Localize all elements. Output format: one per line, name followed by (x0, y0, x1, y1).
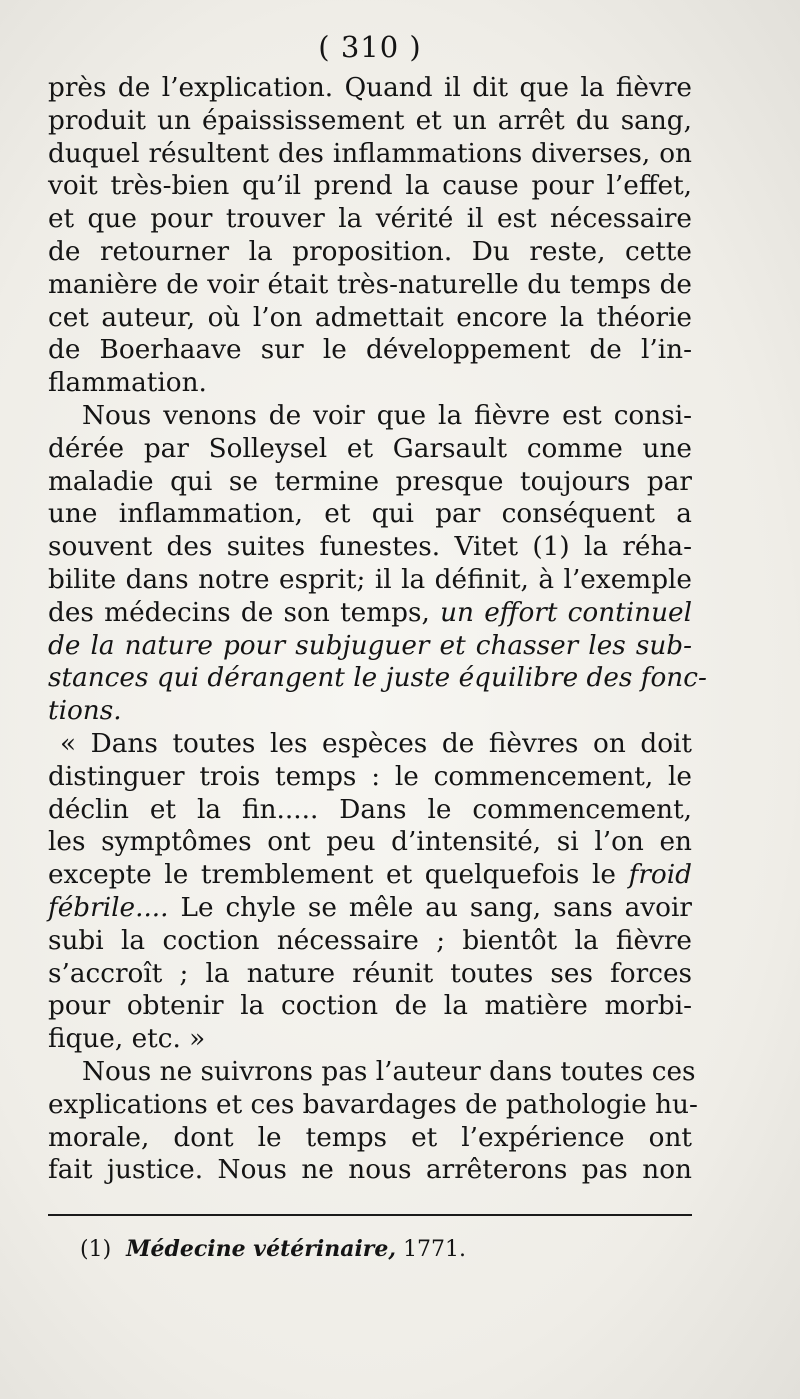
footnote-source: Médecine vétérinaire, (126, 1236, 397, 1262)
text-segment: excepte le tremblement et quelquefois le (48, 860, 616, 891)
text-line: explications et ces bavardages de pathologie hu- (48, 1089, 698, 1120)
text-line: voit très-bien qu’il prend la cause pour l’effet, (48, 171, 692, 202)
text-line: fait justice. Nous ne nous arrêterons pas non (48, 1155, 692, 1186)
page-number: ( 310 ) (318, 30, 422, 64)
italic-term: fébrile.... (48, 892, 169, 923)
italic-term: froid (628, 860, 692, 891)
text-line: déclin et la fin..... Dans le commencement, (48, 794, 692, 825)
text-line: maladie qui se termine presque toujours par (48, 466, 692, 497)
text-line: distinguer trois temps : le commencement, le (48, 761, 692, 792)
text-line: manière de voir était très-naturelle du temps de (48, 269, 692, 300)
text-segment: des médecins de son temps, (48, 597, 430, 628)
text-line: morale, dont le temps et l’expérience ont (48, 1122, 692, 1153)
footnote-year: 1771. (403, 1237, 467, 1262)
body-text (48, 72, 707, 1187)
text-line: de retourner la proposition. Du reste, cette (48, 236, 692, 267)
text-line-mixed (48, 597, 692, 630)
italic-quote-line: de la nature pour subjuguer et chasser les sub- (48, 630, 692, 661)
text-line: bilite dans notre esprit; il la définit, à l’exemple (48, 564, 692, 595)
text-line: souvent des suites funestes. Vitet (1) la réha- (48, 532, 692, 563)
italic-quote: un effort continuel (440, 597, 692, 628)
text-line-mixed (48, 892, 692, 925)
text-line: et que pour trouver la vérité il est nécessaire (48, 204, 692, 235)
text-line: les symptômes ont peu d’intensité, si l’on en (48, 827, 692, 858)
italic-quote-line: stances qui dérangent le juste équilibre des fonc- (48, 663, 707, 694)
text-line: s’accroît ; la nature réunit toutes ses forces (48, 958, 692, 989)
text-segment: Le chyle se mêle au sang, sans avoir (180, 892, 693, 923)
text-line-mixed (48, 859, 692, 892)
text-line: flammation. (48, 368, 207, 399)
text-line: produit un épaississement et un arrêt du sang, (48, 105, 692, 136)
text-line: « Dans toutes les espèces de fièvres on doit (60, 728, 692, 759)
text-line: Nous ne suivrons pas l’auteur dans toutes ces (82, 1056, 696, 1087)
text-line: dérée par Solleysel et Garsault comme une (48, 433, 692, 464)
text-line: une inflammation, et qui par conséquent a (48, 499, 692, 530)
italic-quote-line: tions. (48, 696, 122, 727)
footnote-divider (48, 1214, 692, 1216)
text-line: de Boerhaave sur le développement de l’in- (48, 335, 692, 366)
text-line: pour obtenir la coction de la matière morbi- (48, 991, 692, 1022)
text-line: près de l’explication. Quand il dit que la fièvre (48, 73, 692, 103)
text-line: Nous venons de voir que la fièvre est consi- (82, 400, 692, 431)
footnote-ref: (1) (80, 1237, 112, 1262)
text-line: fique, etc. » (48, 1024, 206, 1055)
text-line: cet auteur, où l’on admettait encore la théorie (48, 302, 692, 333)
footnote (80, 1236, 466, 1262)
text-line: subi la coction nécessaire ; bientôt la fièvre (48, 925, 692, 956)
text-line: duquel résultent des inflammations diverses, on (48, 138, 692, 169)
